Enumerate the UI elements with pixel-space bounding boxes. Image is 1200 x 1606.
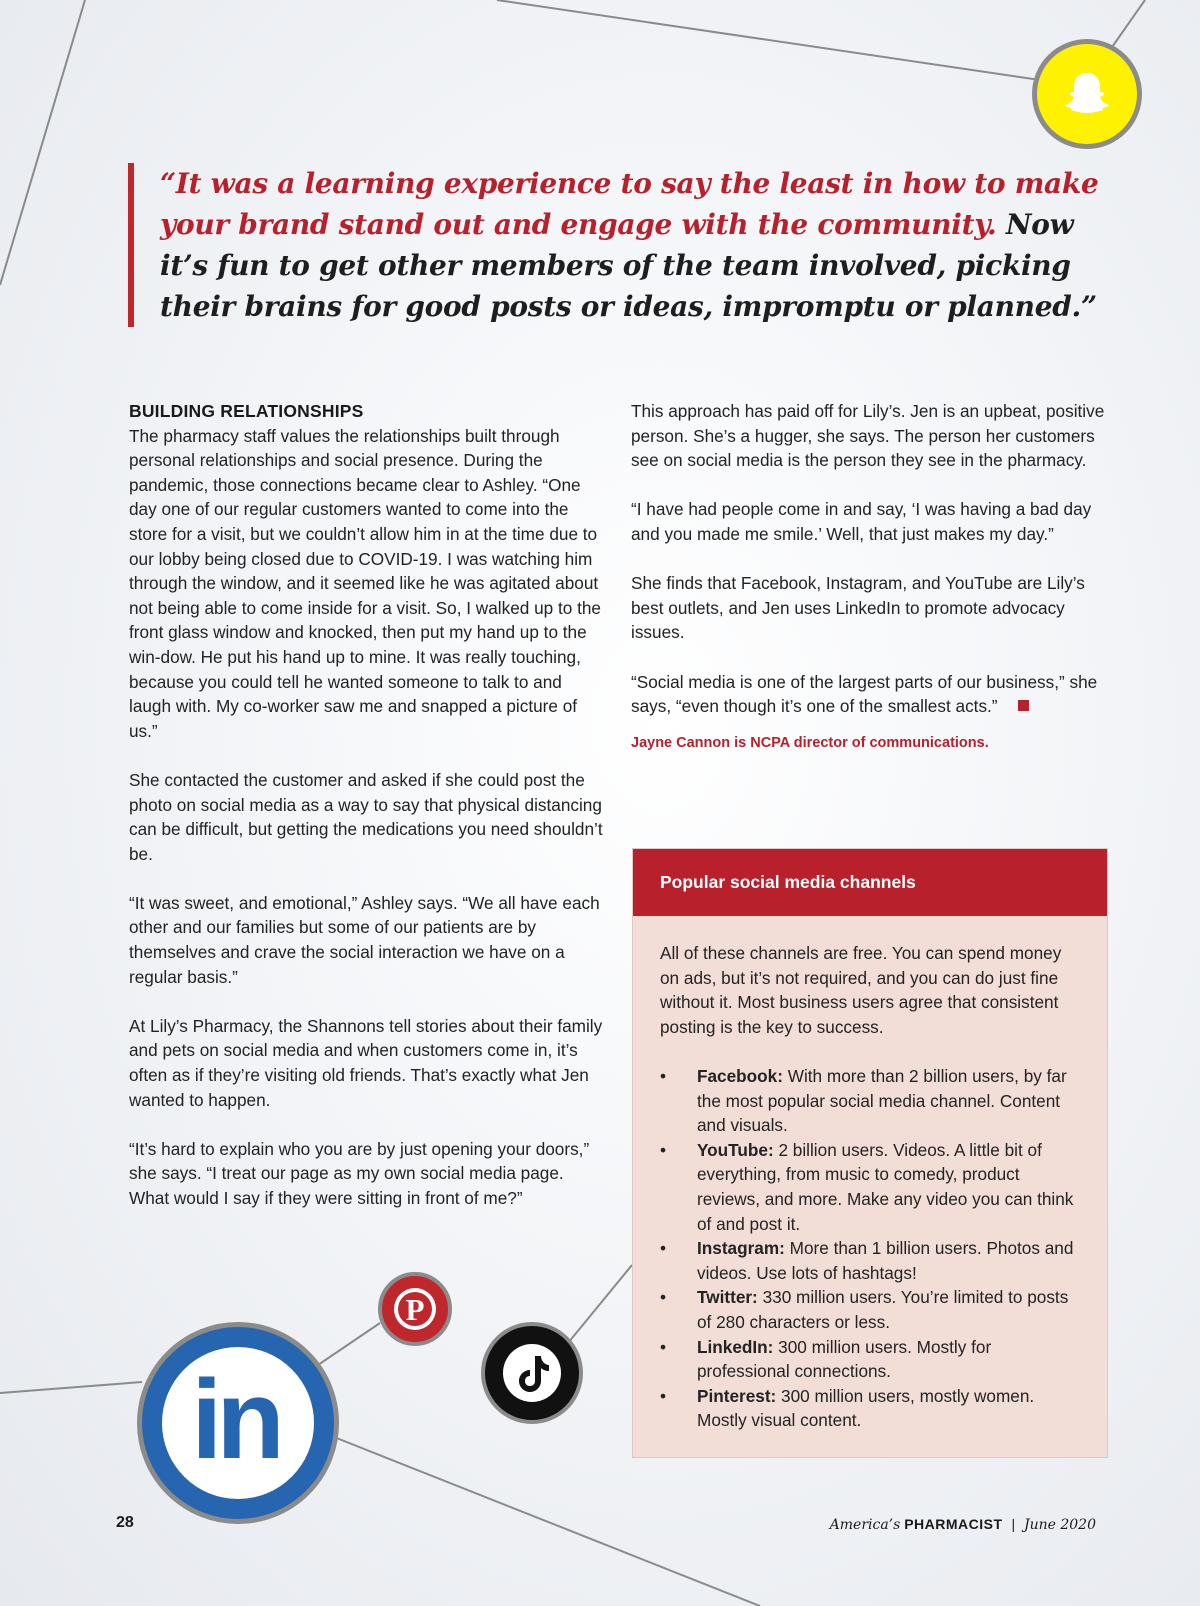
list-item (660, 1138, 1081, 1236)
magazine-name: PHARMACIST (904, 1516, 1003, 1532)
list-item (660, 1285, 1081, 1334)
body-paragraph-final (631, 670, 1111, 719)
channel-list (660, 1064, 1081, 1433)
magazine-folio (830, 1516, 1096, 1533)
channel-description: 330 million users. You’re limited to posts of 280 characters or less. (697, 1287, 1069, 1332)
magazine-prefix: America’s (829, 1517, 901, 1533)
body-paragraph: The pharmacy staff values the relationships built through personal relationships and social presence. During the pandemic, those connections became clear to Ashley. “One day one of our regular customers wanted to come into the store for a visit, but we couldn’t allow him in at the time due to our lobby being closed due to COVID-19. I was watching him through the window, and it seemed like he was agitated about not being able to come inside for a visit. So, I walked up to the front glass window and knocked, then put my hand up to the win-dow. He put his hand up to mine. It was really touching, because you could tell he wanted someone to talk to and laugh with. My co-worker saw me and snapped a picture of us.” (129, 425, 601, 741)
pull-quote-black-text: Now it’s fun to get other members of the team involved, picking their brains for good posts or ideas, impromptu or planned.” (160, 208, 1097, 323)
body-paragraph: “It was sweet, and emotional,” Ashley says. “We all have each other and our families but some of our patients are by themselves and crave the social interaction we have on a regular basis.” (129, 892, 600, 987)
tiktok-icon (481, 1322, 583, 1424)
list-item (660, 1064, 1081, 1138)
end-mark-icon (1018, 700, 1029, 711)
final-paragraph-text: “Social media is one of the largest parts of our business,” she says, “even though it’s one of the smallest acts.” (631, 671, 1098, 717)
body-paragraph: This approach has paid off for Lily’s. Jen is an upbeat, positive person. She’s a hugger, she says. The person her customers see on social media is the person they see in the pharmacy. (631, 401, 1105, 471)
linkedin-icon (137, 1322, 339, 1524)
body-paragraph: “It’s hard to explain who you are by just opening your doors,” she says. “I treat our page as my own social media page. What would I say if they were sitting in front of me?” (129, 1138, 590, 1208)
body-paragraph: She finds that Facebook, Instagram, and YouTube are Lily’s best outlets, and Jen uses LinkedIn to promote advocacy issues. (631, 573, 1085, 643)
body-paragraph: “I have had people come in and say, ‘I was having a bad day and you made me smile.’ Well, that just makes my day.” (631, 499, 1092, 544)
right-column (631, 399, 1111, 755)
page-number: 28 (116, 1514, 134, 1531)
author-byline: Jayne Cannon is NCPA director of communications. (631, 734, 989, 751)
channel-name: YouTube: (697, 1139, 774, 1160)
channel-description: 300 million users, mostly women. Mostly visual content. (697, 1385, 1035, 1431)
sidebar-body (633, 916, 1107, 1433)
svg-text:P: P (405, 1292, 425, 1327)
folio-separator: | (1011, 1516, 1016, 1532)
channel-description: 300 million users. Mostly for professional connections. (697, 1336, 992, 1382)
channel-description: 2 billion users. Videos. A little bit of everything, from music to comedy, product reviews, and more. Make any video you can think of and post it. (697, 1139, 1074, 1234)
channel-name: LinkedIn: (697, 1336, 774, 1357)
tiktok-note-icon (501, 1342, 563, 1404)
pull-quote (128, 163, 1120, 327)
linkedin-logo-text: in (191, 1357, 279, 1482)
sidebar-intro: All of these channels are free. You can spend money on ads, but it’s not required, and you can do just fine without it. Most business users agree that consistent posting is the key to success. (660, 943, 1062, 1037)
channel-name: Facebook: (697, 1065, 783, 1086)
pinterest-p-icon (390, 1284, 440, 1334)
list-item (660, 1335, 1081, 1384)
issue-date: June 2020 (1023, 1517, 1096, 1533)
body-paragraph: At Lily’s Pharmacy, the Shannons tell stories about their family and pets on social media and when customers come in, it’s often as if they’re visiting old friends. That’s exactly what Jen wanted to happen. (129, 1015, 603, 1110)
sidebar-title: Popular social media channels (633, 849, 1107, 916)
channel-name: Pinterest: (697, 1385, 777, 1406)
body-paragraph: She contacted the customer and asked if she could post the photo on social media as a way to say that physical distancing can be difficult, but getting the medications you need shouldn’t be. (129, 769, 603, 864)
list-item (660, 1236, 1081, 1285)
linkedin-inner-circle (162, 1347, 314, 1499)
section-heading: BUILDING RELATIONSHIPS (129, 401, 364, 421)
pinterest-icon (378, 1272, 452, 1346)
list-item (660, 1384, 1081, 1433)
sidebar-box (632, 848, 1108, 1458)
channel-name: Instagram: (697, 1238, 785, 1259)
channel-name: Twitter: (697, 1287, 758, 1308)
pull-quote-red-text: “It was a learning experience to say the least in how to make your brand stand out and engage with the community. (160, 167, 1099, 241)
channel-description: With more than 2 billion users, by far the most popular social media channel. Content and visuals. (697, 1065, 1067, 1136)
left-column (129, 399, 607, 1235)
channel-description: More than 1 billion users. Photos and videos. Use lots of hashtags! (697, 1238, 1074, 1283)
snapchat-icon (1032, 39, 1142, 149)
snapchat-ghost-icon (1061, 68, 1113, 120)
